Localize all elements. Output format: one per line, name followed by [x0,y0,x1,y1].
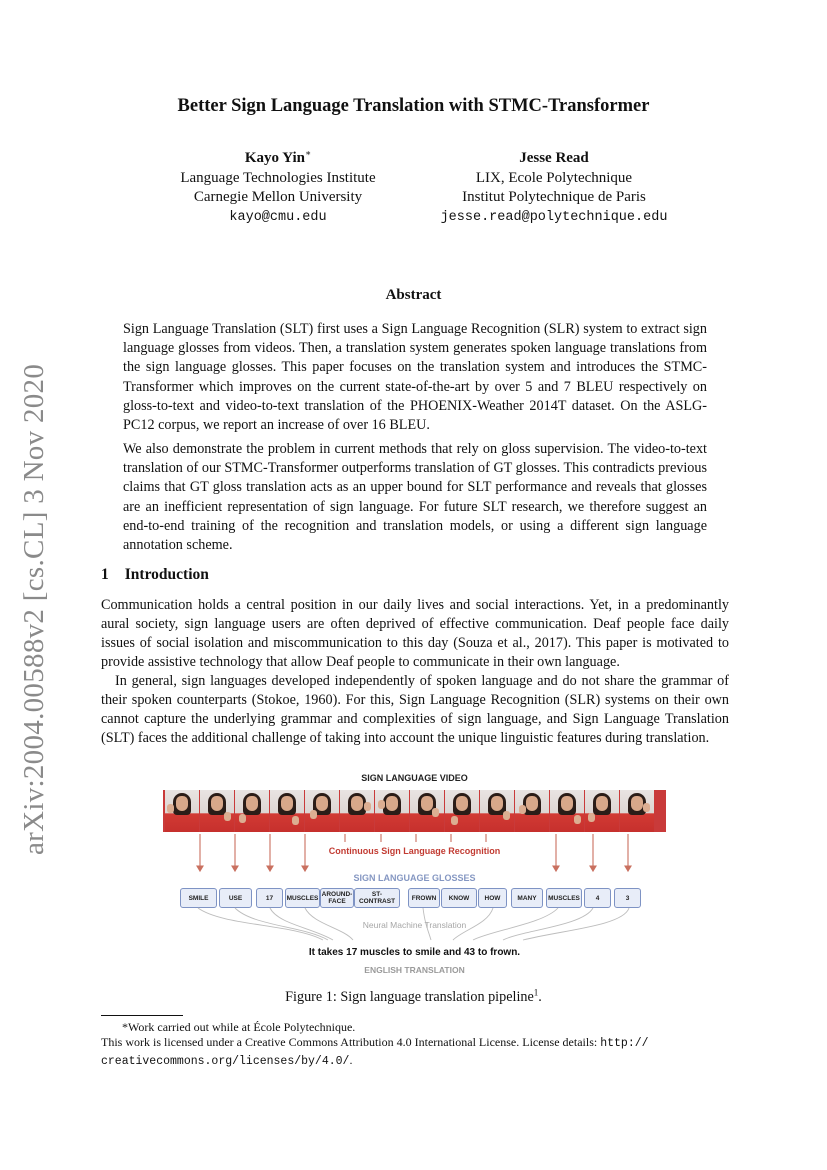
abstract-paragraph-2: We also demonstrate the problem in current methods that rely on gloss supervision. The video-to-text translation of our STMC-Transformer outperforms translation of GT glosses. This contradicts previous claims that GT gloss translation acts as an upper bound for SLT performance and reveals that glosses are an inefficient representation of sign language. For future SLT research, we therefore suggest an end-to-end training of the recognition and translation models, or using a different sign language annotation scheme. [123,441,707,554]
video-frame [375,790,409,832]
gloss-token: SMILE [180,888,217,908]
caption-text: Figure 1: Sign language translation pipeline [285,989,534,1005]
license-url[interactable]: creativecommons.org/licenses/by/4.0/ [101,1055,350,1068]
author-footnote-marker: ∗ [305,148,312,158]
video-frame [515,790,549,832]
author-affiliation: LIX, Ecole Polytechnique [475,169,633,186]
video-frame [165,790,199,832]
gloss-token: KNOW [441,888,477,908]
author-name: Jesse Read [519,150,589,166]
gloss-token: ST- CONTRAST [354,888,400,908]
license-period: . [349,1053,353,1067]
video-frame [620,790,654,832]
gloss-token: AROUND- FACE [320,888,354,908]
gloss-token: 4 [584,888,611,908]
author-email[interactable]: jesse.read@polytechnique.edu [440,209,668,225]
translation-title: ENGLISH TRANSLATION [364,965,465,975]
gloss-token: USE [219,888,252,908]
video-frame [270,790,304,832]
intro-paragraph-1: Communication holds a central position in our daily lives and social interactions. Yet, in a predominantly aural society, sign language users are often deprived of effective communication. Deaf people face daily issues of social isolation and miscommunication to this day (Souza et al., 2017). This paper is motivated to provide assistive technology that allow Deaf people to communicate in their own language. [101,597,729,670]
figure-caption [0,989,827,1006]
license-text: This work is licensed under a Creative Commons Attribution 4.0 International License. License details: [101,1035,598,1049]
author-affiliation: Language Technologies Institute [180,169,376,186]
video-frame [340,790,374,832]
caption-footnote-mark[interactable]: 1 [533,987,539,998]
nmt-label: Neural Machine Translation [362,920,467,930]
gloss-token: HOW [478,888,507,908]
figure-video-title: SIGN LANGUAGE VIDEO [361,773,468,783]
gloss-token: MUSCLES [546,888,582,908]
license-url[interactable]: http:// [600,1037,649,1050]
section-number: 1 [101,566,109,583]
gloss-token: 17 [256,888,283,908]
gloss-token: MANY [511,888,543,908]
video-frame [410,790,444,832]
gloss-token: 3 [614,888,641,908]
sign-video-frames [163,790,666,832]
author-affiliation: Carnegie Mellon University [193,189,363,205]
author-email[interactable]: kayo@cmu.edu [229,209,327,225]
footnote-author: *Work carried out while at École Polytechnique. [122,1020,356,1034]
gloss-token: MUSCLES [285,888,320,908]
translated-sentence: It takes 17 muscles to smile and 43 to frown. [308,947,521,958]
arxiv-identifier: arXiv:2004.00588v2 [cs.CL] 3 Nov 2020 [18,363,50,855]
author-name: Kayo Yin [244,150,306,166]
abstract-paragraph-1: Sign Language Translation (SLT) first uses a Sign Language Recognition (SLR) system to extract sign language glosses from videos. Then, a translation system generates spoken language translations from the sign language glosses. This paper focuses on the translation system and introduces the STMC-Transformer which improves on the current state-of-the-art by over 5 and 7 BLEU respectively on gloss-to-text and video-to-text translation of the PHOENIX-Weather 2014T dataset. On the ASLG-PC12 corpus, we report an increase of over 16 BLEU. [123,321,707,434]
video-frame [200,790,234,832]
abstract-heading: Abstract [385,287,442,303]
gloss-token: FROWN [408,888,440,908]
section-title: Introduction [124,566,209,583]
video-frame [445,790,479,832]
author-block-1 [152,149,404,227]
video-frame [305,790,339,832]
glosses-title: SIGN LANGUAGE GLOSSES [353,873,476,883]
author-block-2 [404,149,704,227]
footnote-rule [101,1015,183,1016]
paper-title: Better Sign Language Translation with STMC-Transformer [177,96,650,116]
video-frame [480,790,514,832]
caption-period: . [538,989,542,1005]
footnote-license [101,1034,729,1070]
section-heading [101,566,209,584]
author-affiliation: Institut Polytechnique de Paris [462,189,646,205]
video-frame [585,790,619,832]
intro-paragraph-2: In general, sign languages developed independently of spoken language and do not share the grammar of their spoken counterparts (Stokoe, 1960). For this, Sign Language Recognition (SLR) systems on their own cannot capture the underlying grammar and complexities of sign language, and Sign Language Translation (SLT) faces the additional challenge of taking into account the unique linguistic features during translation. [101,673,729,746]
recognition-label: Continuous Sign Language Recognition [328,846,501,856]
video-frame [550,790,584,832]
video-frame [235,790,269,832]
